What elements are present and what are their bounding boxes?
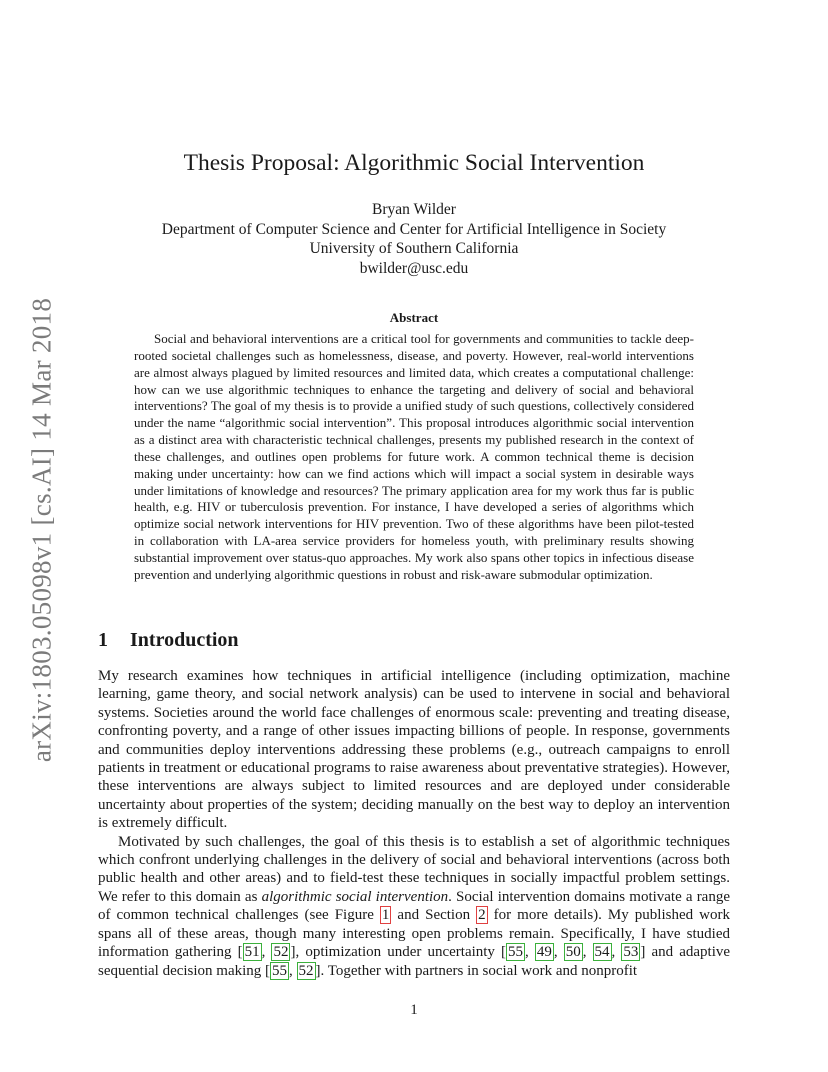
author-affiliation: Department of Computer Science and Center for Artificial Intelligence in Society <box>161 220 667 238</box>
abstract-heading: Abstract <box>389 310 439 325</box>
intro-text-segment: ]. Together with partners in social work and nonprofit <box>315 962 638 979</box>
section-title: Introduction <box>130 629 239 651</box>
author-name: Bryan Wilder <box>372 201 456 218</box>
introduction-body <box>98 667 730 980</box>
page-number: 1 <box>410 1002 418 1018</box>
figure-reference-link[interactable]: 1 <box>381 907 390 924</box>
section-number: 1 <box>98 629 108 651</box>
intro-text-segment: ], optimization under uncertainty [ <box>290 944 507 961</box>
citation-link[interactable]: 55 <box>272 962 288 979</box>
citation-link[interactable]: 54 <box>594 944 610 961</box>
citation-link[interactable]: 49 <box>536 944 552 961</box>
intro-emphasis: algorithmic social intervention <box>261 888 449 905</box>
intro-text-segment: ] and adaptive sequential decision making [ <box>98 944 731 979</box>
citation-link[interactable]: 52 <box>298 962 314 979</box>
intro-text-segment: Motivated by such challenges, the goal of this thesis is to establish a set of algorithmic techniques which confront underlying challenges in the delivery of social and behavioral interventions (across both public health and other areas) and to field-test these techniques in socially impactful problem settings. We refer to this domain as <box>98 833 730 905</box>
intro-text-segment: . Social intervention domains motivate a range of common technical challenges (see Figure <box>98 888 731 924</box>
abstract-text: Social and behavioral interventions are a critical tool for governments and communities to tackle deep-rooted societal challenges such as homelessness, disease, and poverty. However, real-world interventions are almost always plagued by limited resources and limited data, which creates a computational challenge: how can we use algorithmic techniques to enhance the targeting and delivery of social and behavioral interventions? The goal of my thesis is to provide a unified study of such questions, collectively considered under the name “algorithmic social intervention”. This proposal introduces algorithmic social intervention as a distinct area with characteristic technical challenges, presents my published research in the context of these challenges, and outlines open problems for future work. A common technical theme is decision making under uncertainty: how can we find actions which will impact a social system in desirable ways under limitations of knowledge and resources? The primary application area for my work thus far is public health, e.g. HIV or tuberculosis prevention. For instance, I have developed a series of algorithms which optimize social network interventions for HIV prevention. Two of these algorithms have been pilot-tested in collaboration with LA-area service providers for homeless youth, with preliminary results showing substantial improvement over status-quo approaches. My work also spans other topics in infectious disease prevention and underlying algorithmic questions in robust and risk-aware submodular optimization. <box>134 331 694 582</box>
intro-text-segment: and Section <box>391 907 477 924</box>
author-block <box>0 200 828 278</box>
citation-link[interactable]: 52 <box>273 944 289 961</box>
paper-title: Thesis Proposal: Algorithmic Social Intervention <box>183 150 645 176</box>
intro-paragraph-1: My research examines how techniques in artificial intelligence (including optimization, machine learning, game theory, and social network analysis) can be used to intervene in social and behavioral systems. Societies around the world face challenges of enormous scale: preventing and treating disease, confronting poverty, and a range of other issues impacting billions of people. In response, governments and communities deploy interventions addressing these problems (e.g., outreach campaigns to enroll patients in treatment or educational programs to raise awareness about preventative strategies). However, these interventions are always subject to limited resources and are deployed under considerable uncertainty about properties of the system; deciding manually on the best way to deploy an intervention is extremely difficult. <box>98 668 730 832</box>
section-reference-link[interactable]: 2 <box>478 907 486 924</box>
arxiv-identifier-stamp <box>24 290 60 770</box>
citation-link[interactable]: 53 <box>623 944 639 961</box>
citation-link[interactable]: 50 <box>565 944 581 961</box>
intro-paragraph-2: Motivated by such challenges, the goal of this thesis is to establish a set of algorithmic techniques which confront underlying challenges in the delivery of social and behavioral interventions (across both public health and other areas) and to field-test these techniques in socially impactful problem settings. We refer to this domain as algorithmic social intervention. Social intervention domains motivate a range of common technical challenges (see Figure 1 and Section 2 for more details). My published work spans all of these areas, though many interesting open problems remain. Specifically, I have studied information gathering [ 51 , 52 ], optimization under uncertainty [ 55 , 49 , 50 , 54 , 53 ] and adaptive sequential decision making [ 55 , 52 ]. Together with partners in social work and nonprofit <box>98 833 731 979</box>
citation-link[interactable]: 51 <box>244 944 260 961</box>
author-email: bwilder@usc.edu <box>359 259 469 277</box>
citation-link[interactable]: 55 <box>508 944 524 961</box>
intro-text-segment: for more details). My published work spans all of these areas, though many interesting open problems remain. Specifically, I have studied information gathering [ <box>98 907 730 961</box>
author-university: University of Southern California <box>309 240 519 257</box>
section-heading <box>98 629 239 652</box>
arxiv-identifier-text: arXiv:1803.05098v1 [cs.AI] 14 Mar 2018 <box>26 297 57 763</box>
